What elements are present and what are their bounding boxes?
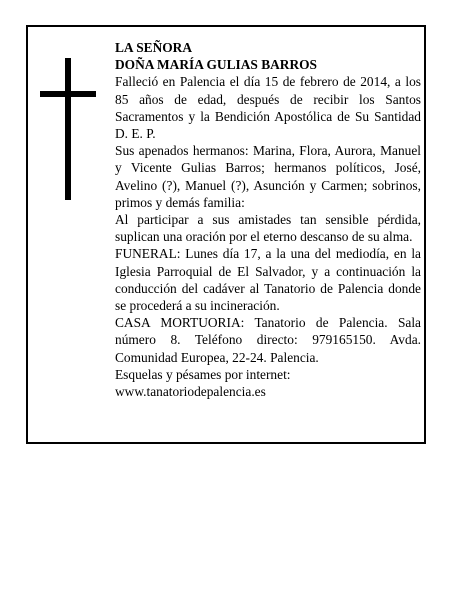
funeral-details: FUNERAL: Lunes día 17, a la una del mediodía, en la Iglesia Parroquial de El Salvador, y a continuación la conducción del cadáver al Tanatorio de Palencia donde se procederá a su incineración.	[115, 246, 421, 314]
notice-title-line-1: LA SEÑORA	[115, 40, 193, 55]
online-condolences-label: Esquelas y pésames por internet:	[115, 366, 291, 382]
funeral-home-details: CASA MORTUORIA: Tanatorio de Palencia. Sala número 8. Teléfono directo: 979165150. Avda. Comunidad Europea, 22-24. Palencia.	[115, 315, 421, 365]
website-url: www.tanatoriodepalencia.es	[115, 384, 266, 400]
cross-vertical-bar	[65, 58, 71, 200]
family-list: Sus apenados hermanos: Marina, Flora, Aurora, Manuel y Vicente Gulias Barros; hermanos políticos, José, Avelino (?), Manuel (?), Asunción y Carmen; sobrinos, primos y demás familia:	[115, 143, 421, 210]
death-announcement: Falleció en Palencia el día 15 de febrero de 2014, a los 85 años de edad, después de recibir los Santos Sacramentos y la Bendición Apostólica de Su Santidad D. E. P.	[115, 74, 421, 142]
cross-icon	[40, 58, 96, 200]
obituary-notice	[26, 25, 426, 444]
prayer-request: Al participar a sus amistades tan sensible pérdida, suplican una oración por el eterno descanso de su alma.	[115, 212, 421, 245]
deceased-name: DOÑA MARÍA GULIAS BARROS	[115, 57, 318, 73]
cross-horizontal-bar	[40, 91, 96, 97]
notice-body	[115, 39, 421, 400]
